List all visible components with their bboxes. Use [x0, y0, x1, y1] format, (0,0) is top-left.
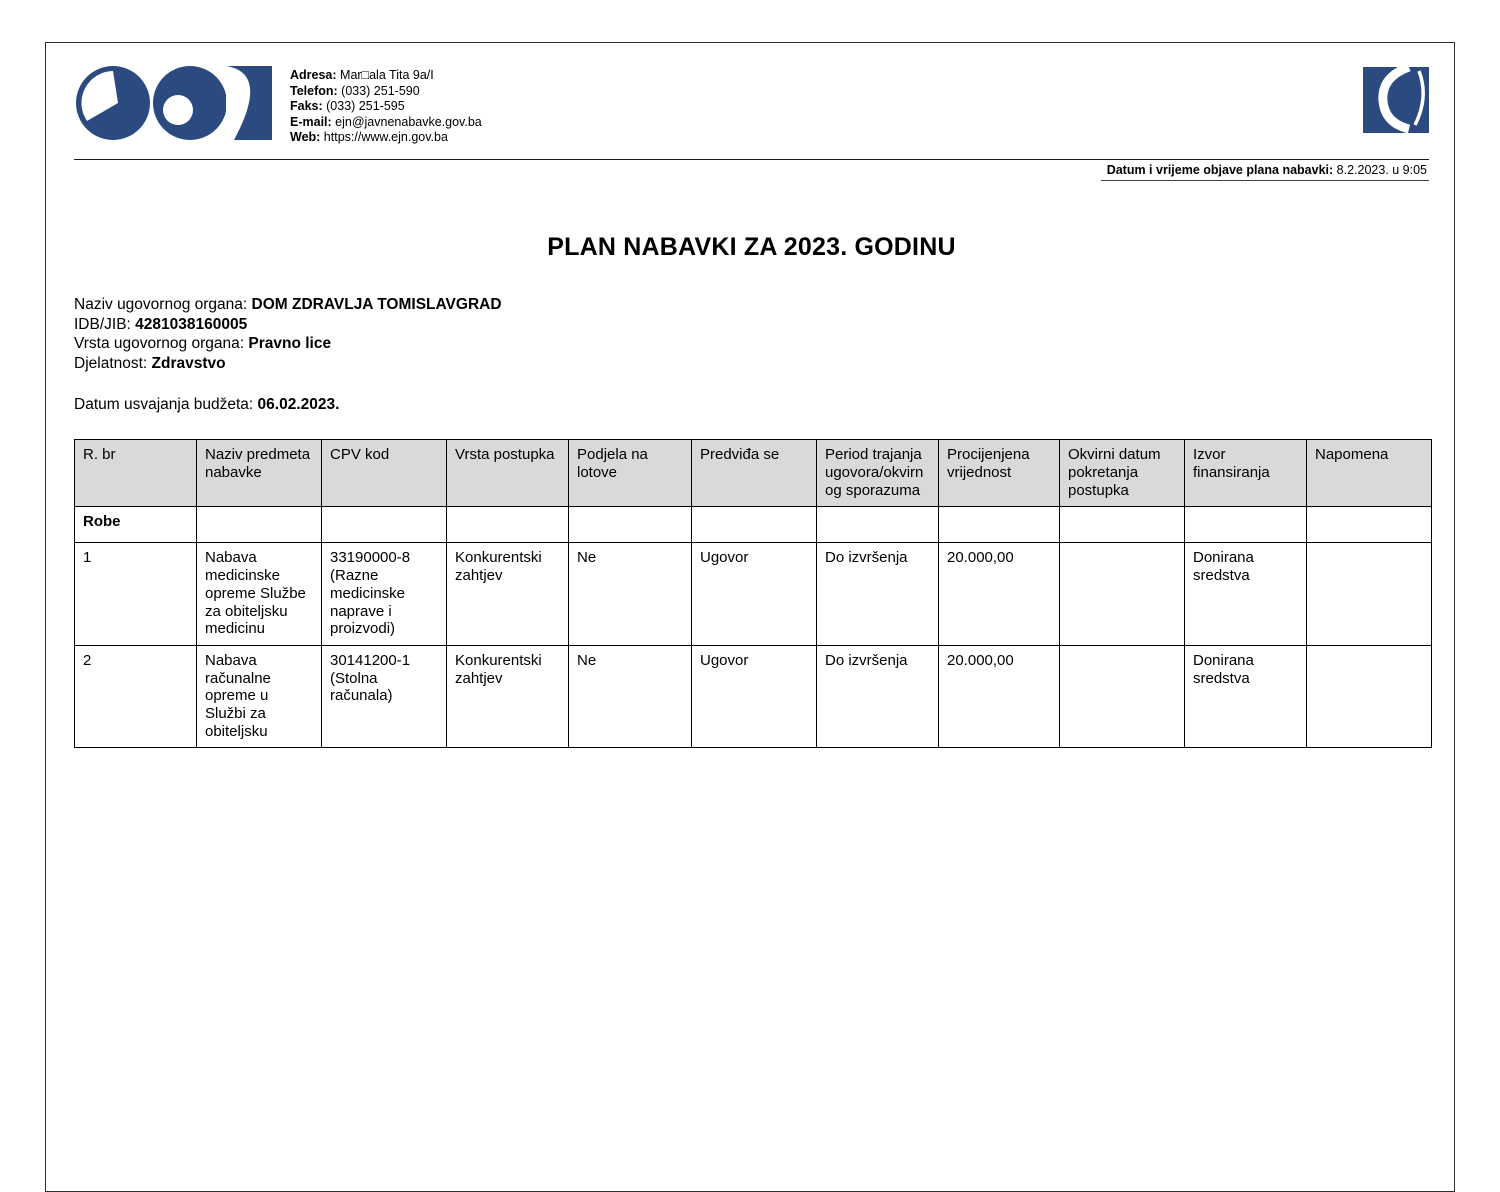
- header-napomena: Napomena: [1307, 440, 1432, 507]
- ejn-mark: [1363, 67, 1429, 138]
- section-row-robe: [75, 507, 1432, 543]
- contact-block: [290, 63, 482, 146]
- contact-phone: [290, 84, 482, 100]
- cell-lotovi: Ne: [569, 543, 692, 645]
- fax-label: Faks:: [290, 99, 327, 114]
- organization-info: [74, 295, 1429, 373]
- document-header: [74, 43, 1429, 148]
- cell-okvirni-datum: [1060, 645, 1185, 747]
- idb-jib-value: 4281038160005: [135, 315, 248, 333]
- info-line-idb-jib: [74, 315, 1429, 335]
- phone-value: (033) 251-590: [341, 83, 420, 98]
- cell-izvor: Donirana sredstva: [1185, 645, 1307, 747]
- cell-empty: [197, 507, 322, 543]
- phone-label: Telefon:: [290, 83, 342, 98]
- contact-address: [290, 68, 482, 84]
- cell-vrsta: Konkurentski zahtjev: [447, 543, 569, 645]
- address-value: Mar□ala Tita 9a/I: [340, 68, 434, 82]
- org-type-value: Pravno lice: [248, 335, 332, 353]
- cell-period: Do izvršenja: [817, 543, 939, 645]
- cell-cpv: 30141200-1 (Stolna računala): [322, 645, 447, 747]
- cell-vrijednost: 20.000,00: [939, 543, 1060, 645]
- activity-value: Zdravstvo: [151, 354, 226, 372]
- ejn-mark-icon: [1363, 67, 1429, 133]
- cell-empty: [322, 507, 447, 543]
- email-value: ejn@javnenabavke.gov.ba: [335, 114, 482, 129]
- table-header-row: [75, 440, 1432, 507]
- table-row: [75, 543, 1432, 645]
- cell-r-br: 2: [75, 645, 197, 747]
- cell-predvida: Ugovor: [692, 543, 817, 645]
- ejn-logo: [74, 63, 272, 148]
- cell-period: Do izvršenja: [817, 645, 939, 747]
- procurement-plan-table: [74, 439, 1432, 748]
- publish-value: 8.2.2023. u 9:05: [1336, 163, 1427, 177]
- cell-empty: [1307, 507, 1432, 543]
- publish-row: [74, 160, 1429, 181]
- contact-fax: [290, 99, 482, 115]
- cell-empty: [569, 507, 692, 543]
- table-row: [75, 645, 1432, 747]
- budget-value: 06.02.2023.: [257, 396, 340, 414]
- header-podjela-na-lotove: Podjela na lotove: [569, 440, 692, 507]
- cell-empty: [817, 507, 939, 543]
- publish-label: Datum i vrijeme objave plana nabavki:: [1106, 163, 1337, 177]
- section-label: Robe: [75, 507, 197, 543]
- page-title: PLAN NABAVKI ZA 2023. GODINU: [547, 233, 956, 261]
- header-naziv-predmeta: Naziv predmeta nabavke: [197, 440, 322, 507]
- org-name-label: Naziv ugovornog organa:: [74, 296, 252, 313]
- ejn-logo-icon: [74, 63, 272, 143]
- header-okvirni-datum: Okvirni datum pokretanja postupka: [1060, 440, 1185, 507]
- info-line-activity: [74, 354, 1429, 374]
- cell-predvida: Ugovor: [692, 645, 817, 747]
- cell-lotovi: Ne: [569, 645, 692, 747]
- activity-label: Djelatnost:: [74, 354, 152, 372]
- header-r-br: R. br: [75, 440, 197, 507]
- idb-jib-label: IDB/JIB:: [74, 315, 136, 333]
- web-label: Web:: [290, 130, 324, 145]
- header-izvor-finansiranja: Izvor finansiranja: [1185, 440, 1307, 507]
- document-page: [45, 42, 1455, 1192]
- cell-empty: [939, 507, 1060, 543]
- cell-napomena: [1307, 543, 1432, 645]
- header-predvida-se: Predviđa se: [692, 440, 817, 507]
- cell-vrsta: Konkurentski zahtjev: [447, 645, 569, 747]
- info-line-org-type: [74, 334, 1429, 354]
- cell-napomena: [1307, 645, 1432, 747]
- cell-empty: [1060, 507, 1185, 543]
- org-name-value: DOM ZDRAVLJA TOMISLAVGRAD: [251, 296, 502, 313]
- contact-web: [290, 130, 482, 146]
- cell-r-br: 1: [75, 543, 197, 645]
- cell-naziv: Nabava računalne opreme u Službi za obiteljsku: [197, 645, 322, 747]
- address-label: Adresa:: [290, 68, 341, 82]
- cell-empty: [1185, 507, 1307, 543]
- header-procijenjena-vrijednost: Procijenjena vrijednost: [939, 440, 1060, 507]
- web-value: https://www.ejn.gov.ba: [323, 130, 448, 145]
- cell-okvirni-datum: [1060, 543, 1185, 645]
- header-period-trajanja: Period trajanja ugovora/okvirnog sporazuma: [817, 440, 939, 507]
- cell-empty: [692, 507, 817, 543]
- header-cpv-kod: CPV kod: [322, 440, 447, 507]
- email-label: E-mail:: [290, 114, 336, 129]
- budget-label: Datum usvajanja budžeta:: [74, 396, 258, 414]
- org-type-label: Vrsta ugovornog organa:: [74, 335, 249, 353]
- cell-izvor: Donirana sredstva: [1185, 543, 1307, 645]
- cell-naziv: Nabava medicinske opreme Službe za obiteljsku medicinu: [197, 543, 322, 645]
- cell-empty: [447, 507, 569, 543]
- fax-value: (033) 251-595: [326, 99, 405, 114]
- header-vrsta-postupka: Vrsta postupka: [447, 440, 569, 507]
- info-line-org-name: [74, 295, 1429, 315]
- budget-date-line: [74, 396, 1429, 414]
- publish-date: [1101, 162, 1429, 181]
- cell-cpv: 33190000-8 (Razne medicinske naprave i proizvodi): [322, 543, 447, 645]
- contact-email: [290, 115, 482, 131]
- cell-vrijednost: 20.000,00: [939, 645, 1060, 747]
